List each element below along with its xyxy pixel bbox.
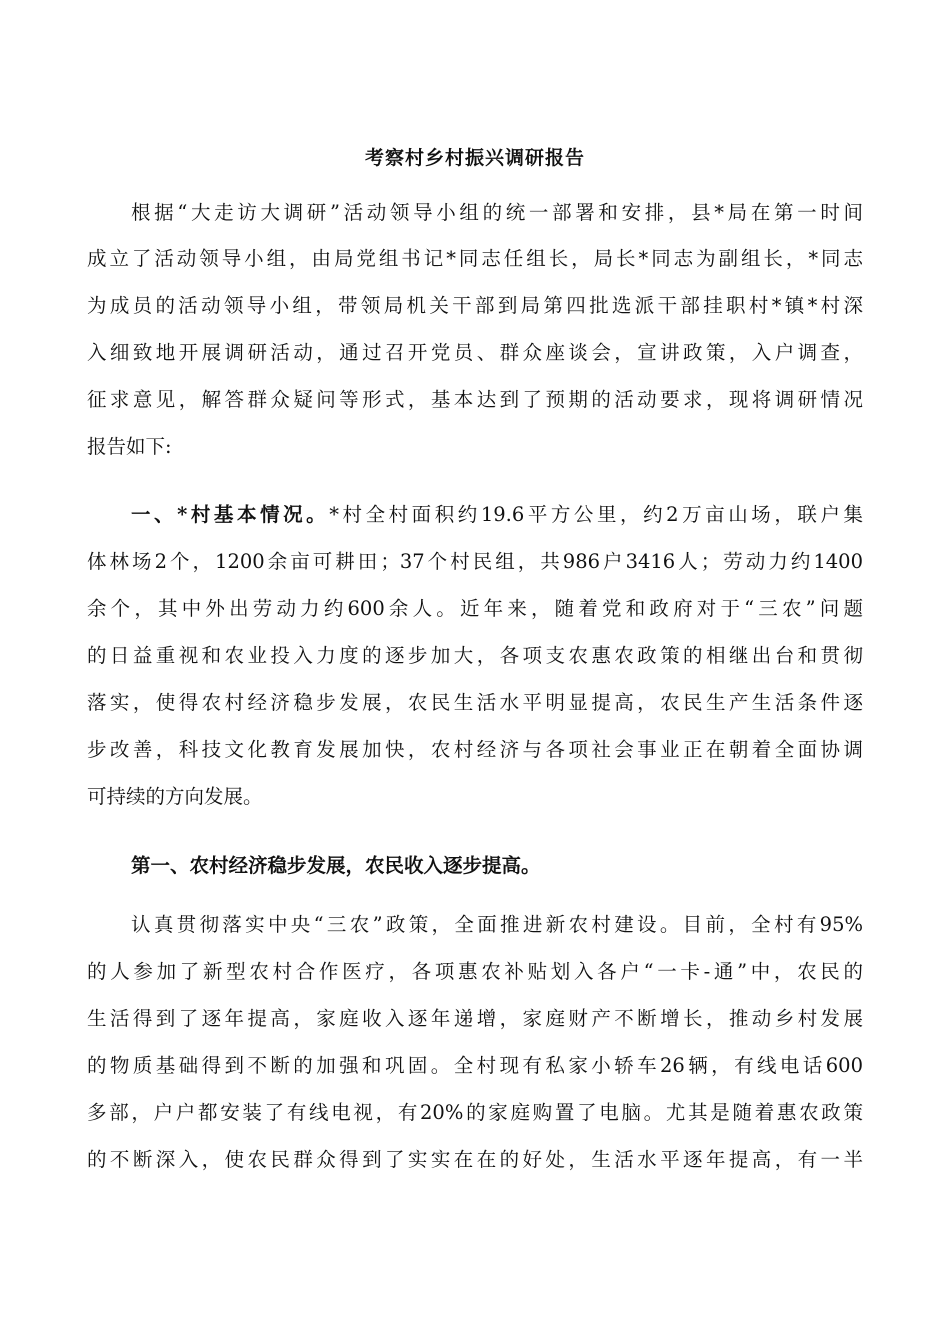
intro-line-2: 成立了活动领导小组，由局党组书记*同志任组长，局长*同志为副组长，*同志	[87, 247, 863, 270]
section1-first-line-text: *村全村面积约19.6平方公里，约2万亩山场，联户集	[329, 503, 863, 526]
intro-line-4: 入细致地开展调研活动，通过召开党员、群众座谈会，宣讲政策，入户调查，	[87, 341, 863, 364]
section1-line-5: 落实，使得农村经济稳步发展，农民生活水平明显提高，农民生产生活条件逐	[87, 691, 863, 714]
document-title: 考察村乡村振兴调研报告	[364, 147, 585, 169]
section1-line-4: 的日益重视和农业投入力度的逐步加大，各项支农惠农政策的相继出台和贯彻	[87, 644, 863, 667]
section1-heading: 一、*村基本情况。	[131, 503, 330, 526]
para2-line-6: 的不断深入，使农民群众得到了实实在在的好处，生活水平逐年提高，有一半	[87, 1148, 863, 1171]
subheading-1: 第一、农村经济稳步发展，农民收入逐步提高。	[131, 854, 541, 877]
intro-line-6: 报告如下:	[87, 435, 172, 458]
section1-line-2: 体林场2个，1200余亩可耕田；37个村民组，共986户3416人；劳动力约1400	[87, 550, 863, 573]
para2-line-4: 的物质基础得到不断的加强和巩固。全村现有私家小轿车26辆，有线电话600	[87, 1054, 863, 1077]
section1-line-6: 步改善，科技文化教育发展加快，农村经济与各项社会事业正在朝着全面协调	[87, 738, 863, 761]
section1-first-line	[131, 502, 863, 528]
intro-line-5: 征求意见，解答群众疑问等形式，基本达到了预期的活动要求，现将调研情况	[87, 388, 863, 411]
para2-line-2: 的人参加了新型农村合作医疗，各项惠农补贴划入各户“一卡-通”中，农民的	[87, 960, 863, 983]
section1-line-3: 余个，其中外出劳动力约600余人。近年来，随着党和政府对于“三农”问题	[87, 597, 863, 620]
para2-line-1: 认真贯彻落实中央“三农”政策，全面推进新农村建设。目前，全村有95%	[131, 913, 863, 936]
para2-line-3: 生活得到了逐年提高，家庭收入逐年递增，家庭财产不断增长，推动乡村发展	[87, 1007, 863, 1030]
para2-line-5: 多部，户户都安装了有线电视，有20%的家庭购置了电脑。尤其是随着惠农政策	[87, 1101, 863, 1124]
intro-line-3: 为成员的活动领导小组，带领局机关干部到局第四批选派干部挂职村*镇*村深	[87, 294, 863, 317]
section1-line-7: 可持续的方向发展。	[87, 785, 263, 808]
intro-line-1: 根据“大走访大调研”活动领导小组的统一部署和安排，县*局在第一时间	[131, 201, 863, 224]
